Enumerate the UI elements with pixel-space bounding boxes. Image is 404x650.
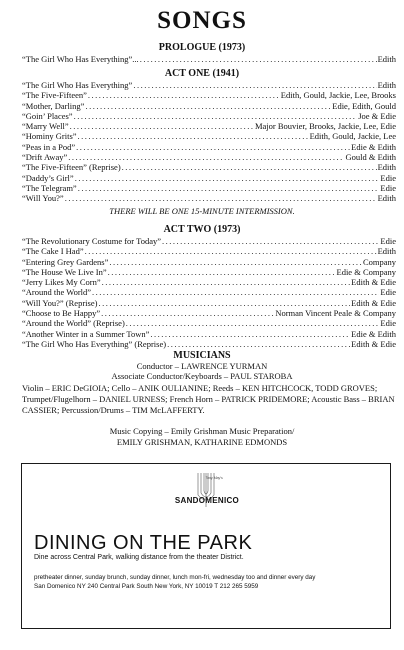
song-performers: Company [362,256,396,267]
musicians-heading: MUSICIANS [173,350,231,361]
song-performers: Edith & Edie [351,297,396,308]
song-entry [22,111,396,121]
dot-leader [122,162,377,172]
song-title: “The Five-Fifteen” (Reprise) [22,162,121,173]
song-entry [22,246,396,256]
song-title: “Mother, Darling” [22,100,85,111]
song-title: “Peas in a Pod” [22,141,76,152]
song-entry [22,236,396,246]
dot-leader [85,246,377,256]
song-entry [22,267,396,277]
song-entry [22,162,396,172]
song-entry [22,183,396,193]
dot-leader [74,111,358,121]
dot-leader [65,193,377,203]
song-title: “Hominy Grits” [22,131,77,142]
associate-conductor-line: Associate Conductor/Keyboards – PAUL STAROBA [111,371,293,381]
restaurant-brand: SANDOMENICO [174,496,240,505]
dot-leader [109,257,362,267]
song-title: “Drift Away” [22,152,68,163]
ad-headline: DINING ON THE PARK [34,532,253,554]
song-title: “Daddy’s Girl” [22,172,74,183]
dot-leader [108,267,336,277]
song-entry [22,329,396,339]
song-performers: Edie & Edith [351,141,396,152]
song-performers: Edie [380,318,396,329]
music-copying-names: EMILY GRISHMAN, KATHARINE EDMONDS [116,437,288,447]
song-performers: Edith [377,193,396,204]
prologue-song-list [22,54,396,64]
song-title: “Will You?” (Reprise) [22,297,98,308]
ad-address: San Domenico NY 240 Central Park South New York, NY 10019 T 212 265 5959 [34,583,259,590]
song-performers: Edie [380,172,396,183]
song-title: “Jerry Likes My Corn” [22,277,101,288]
song-entry [22,277,396,287]
dot-leader [102,277,351,287]
song-entry [22,287,396,297]
dot-leader [68,152,344,162]
dot-leader [88,90,280,100]
conductor-line: Conductor – LAWRENCE YURMAN [136,361,268,371]
song-title: “Around the World” [22,287,92,298]
song-entry [22,339,396,349]
musicians-list: Violin – ERIC DeGIOIA; Cello – ANIK OULIANINE; Reeds – KEN HITCHCOCK, TODD GROVES; Trumpet/Flugelhorn – DANIEL URNESS; French Horn – PATRICK PRIDEMORE; Acoustic Bass – BRIAN CASSIER; Percussion/Drums – TIM McLAFFERTY. [22,383,395,415]
dot-leader [70,121,254,131]
dot-leader [140,54,377,64]
song-performers: Edie [380,287,396,298]
song-entry [22,90,396,100]
song-performers: Edith & Edie [351,277,396,288]
song-title: “Will You?” [22,193,64,204]
song-entry [22,101,396,111]
song-performers: Gould & Edith [345,152,396,163]
song-entry [22,193,396,203]
song-title: “The Girl Who Has Everything” [22,80,133,90]
dot-leader [101,308,274,318]
song-entry [22,257,396,267]
song-title: “Marry Well” [22,121,69,132]
dot-leader [92,287,379,297]
dot-leader [133,80,376,90]
dot-leader [78,131,309,141]
song-title: “Another Winter in a Summer Town” [22,328,150,339]
song-title: “The Cake I Had” [22,246,84,257]
dot-leader [85,101,331,111]
act-one-song-list [22,80,396,204]
song-title: “The Girl Who Has Everything”... [22,54,139,64]
dot-leader [162,236,379,246]
song-performers: Edith & Edie [351,338,396,349]
song-entry [22,121,396,131]
song-performers: Edith, Gould, Jackie, Lee [309,131,396,142]
music-copying-line: Music Copying – Emily Grishman Music Preparation/ [109,426,295,436]
song-performers: Edith [377,80,396,90]
song-title: “Entering Grey Gardens” [22,256,109,267]
ad-services: pretheater dinner, sunday brunch, sunday dinner, lunch mon-fri, wednesday too and dinner every day [34,574,316,581]
act-two-song-list [22,236,396,349]
dot-leader [76,142,350,152]
song-entry [22,80,396,90]
song-title: “Goin’ Places” [22,110,73,121]
song-entry [22,318,396,328]
song-entry [22,152,396,162]
advertisement-box [21,463,391,629]
dot-leader [75,173,380,183]
song-entry [22,54,396,64]
intermission-notice: THERE WILL BE ONE 15-MINUTE INTERMISSION. [109,206,295,216]
dot-leader [167,339,350,349]
ad-tagline: Dine across Central Park, walking distance from the theater District. [34,554,244,561]
song-performers: Edith [377,54,396,64]
prologue-heading: PROLOGUE (1973) [158,42,246,53]
song-performers: Edie [380,236,396,246]
song-entry [22,142,396,152]
dot-leader [78,183,380,193]
song-performers: Edie & Company [336,266,396,277]
song-title: “Choose to Be Happy” [22,308,101,319]
song-entry [22,308,396,318]
song-title: “The Girl Who Has Everything” (Reprise) [22,338,167,349]
song-performers: Norman Vincent Peale & Company [275,308,396,319]
song-title: “The Revolutionary Costume for Today” [22,236,161,246]
dot-leader [98,298,350,308]
song-performers: Edie, Edith, Gould [332,100,396,111]
page-title: SONGS [157,7,247,34]
song-performers: Edie & Edith [351,328,396,339]
song-entry [22,131,396,141]
song-performers: Edith [377,246,396,257]
song-entry [22,173,396,183]
song-title: “Around the World” (Reprise) [22,318,125,329]
song-performers: Joe & Edie [358,110,396,121]
song-performers: Major Bouvier, Brooks, Jackie, Lee, Edie [254,121,396,132]
ad-small-text: Tony May's [205,476,223,480]
song-performers: Edie [380,182,396,193]
song-performers: Edith [377,162,396,173]
song-performers: Edith, Gould, Jackie, Lee, Brooks [280,90,396,101]
song-title: “The Five-Fifteen” [22,90,87,101]
act-one-heading: ACT ONE (1941) [164,68,240,79]
dot-leader [126,318,380,328]
dot-leader [150,329,350,339]
song-entry [22,298,396,308]
song-title: “The House We Live In” [22,266,107,277]
song-title: “The Telegram” [22,182,77,193]
act-two-heading: ACT TWO (1973) [163,224,241,235]
